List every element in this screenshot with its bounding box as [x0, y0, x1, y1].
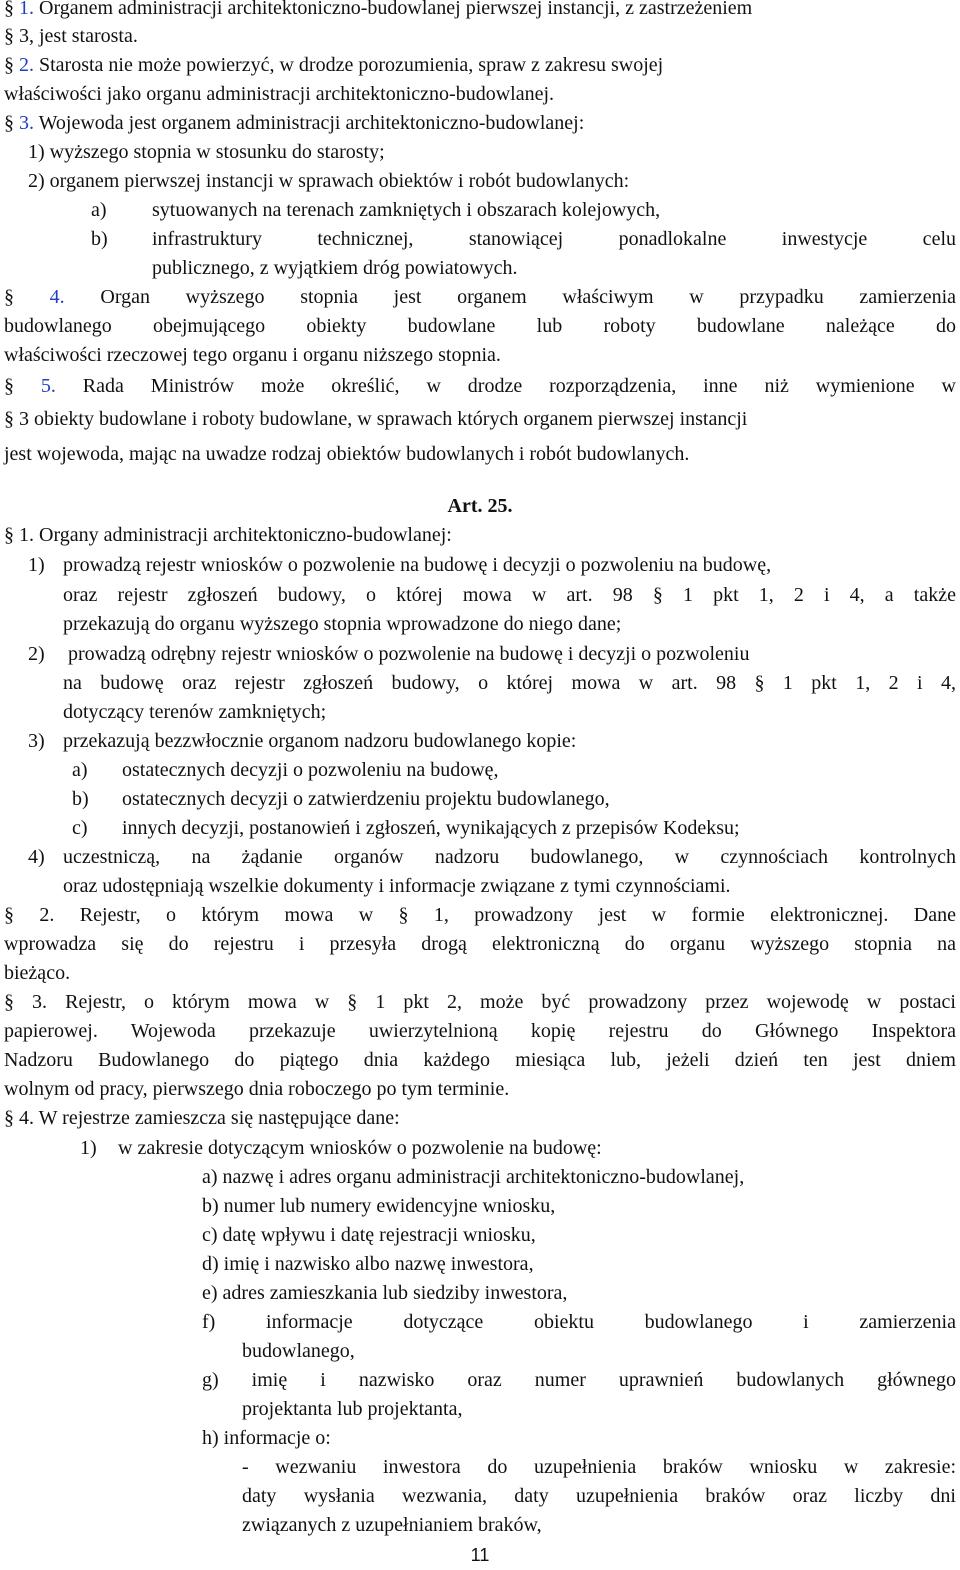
section-sign: § — [4, 904, 14, 926]
art25-item-4-line-2: oraz udostępniają wszelkie dokumenty i informacje związane z tymi czynnościami. — [63, 875, 731, 897]
paragraph-text: 2. Rejestr, o którym mowa w § 1, prowadzony jest w formie elektronicznej. Dane — [14, 904, 956, 926]
paragraph-5-line-3: jest wojewoda, mając na uwadze rodzaj obiektów budowlanych i robót budowlanych. — [4, 443, 690, 465]
art25-section-1 — [4, 521, 452, 550]
paragraph-3-item-b-line-1: infrastruktury technicznej, stanowiącej ponadlokalne inwestycje celu — [152, 228, 956, 250]
item-letter: b) — [91, 228, 108, 250]
list-item-b: b) numer lub numery ewidencyjne wniosku, — [202, 1195, 556, 1217]
list-item-e: e) adres zamieszkania lub siedziby inwestora, — [202, 1282, 568, 1304]
art25-section-4 — [4, 1104, 400, 1133]
list-item-f-line-2: budowlanego, — [242, 1340, 355, 1362]
art25-item-3-a: ostatecznych decyzji o pozwoleniu na budowę, — [122, 759, 499, 781]
art25-section-3-line-1 — [4, 988, 956, 1017]
paragraph-3-item-a: sytuowanych na terenach zamkniętych i obszarach kolejowych, — [152, 199, 661, 221]
paragraph-1-line-1 — [4, 0, 752, 23]
art25-section-2-line-2: wprowadza się do rejestru i przesyła drogą elektroniczną do organu wyższego stopnia na — [4, 933, 956, 955]
item-number: 3) — [28, 730, 45, 752]
item-letter: b) — [72, 788, 89, 810]
paragraph-4-line-2: budowlanego obejmującego obiekty budowlane lub roboty budowlane należące do — [4, 315, 956, 337]
list-item-a: a) nazwę i adres organu administracji architektoniczno-budowlanej, — [202, 1166, 745, 1188]
art25-item-1-line-3: przekazują do organu wyższego stopnia wprowadzone do niego dane; — [63, 613, 622, 635]
paragraph-number: 5. — [14, 375, 83, 397]
section-sign: § — [4, 375, 14, 397]
art25-item-3-b: ostatecznych decyzji o zatwierdzeniu projektu budowlanego, — [122, 788, 610, 810]
section-sign: § — [4, 408, 14, 430]
list-item-d: d) imię i nazwisko albo nazwę inwestora, — [202, 1253, 534, 1275]
art25-section-2-line-3: bieżąco. — [4, 962, 71, 984]
article-heading: Art. 25. — [447, 495, 513, 517]
section-sign: § — [4, 112, 14, 134]
section-sign: § — [4, 524, 14, 546]
paragraph-text: Rada Ministrów może określić, w drodze rozporządzenia, inne niż wymienione w — [82, 375, 956, 397]
list-item-c: c) datę wpływu i datę rejestracji wniosku, — [202, 1224, 536, 1246]
art25-item-3-c: innych decyzji, postanowień i zgłoszeń, wynikających z przepisów Kodeksu; — [122, 817, 740, 839]
dash-item-line-3: związanych z uzupełnianiem braków, — [242, 1514, 542, 1536]
dash-item-line-1: - wezwaniu inwestora do uzupełnienia braków wniosku w zakresie: — [242, 1456, 956, 1478]
list-item-g-line-2: projektanta lub projektanta, — [242, 1398, 463, 1420]
paragraph-4-line-3: właściwości rzeczowej tego organu i organu niższego stopnia. — [4, 344, 501, 366]
paragraph-number: 2. — [14, 54, 39, 76]
paragraph-text: 1. Organy administracji architektoniczno-budowlanej: — [14, 524, 452, 546]
paragraph-2-line-1 — [4, 51, 663, 80]
art25-item-1-line-2: oraz rejestr zgłoszeń budowy, o której mowa w art. 98 § 1 pkt 1, 2 i 4, a także — [63, 584, 956, 606]
section-sign: § — [4, 991, 14, 1013]
paragraph-3-item-1: 1) wyższego stopnia w stosunku do starosty; — [28, 141, 385, 163]
list-item-h: h) informacje o: — [202, 1427, 331, 1449]
paragraph-5-line-2 — [4, 405, 747, 434]
item-number: 1) — [80, 1137, 97, 1159]
item-number: 1) — [28, 554, 45, 576]
item-number: 2) — [28, 643, 45, 665]
art25-item-2-line-2: na budowę oraz rejestr zgłoszeń budowy, o której mowa w art. 98 § 1 pkt 1, 2 i 4, — [63, 672, 956, 694]
art25-section-3-line-2: papierowej. Wojewoda przekazuje uwierzytelnioną kopię rejestru do Głównego Inspektora — [4, 1020, 956, 1042]
art25-section-2-line-1 — [4, 901, 956, 930]
art25-item-2-line-3: dotyczący terenów zamkniętych; — [63, 701, 327, 723]
item-letter: a) — [91, 199, 107, 221]
item-number: 4) — [28, 846, 45, 868]
paragraph-5-line-1 — [4, 372, 956, 401]
art25-section-3-line-3: Nadzoru Budowlanego do piątego dnia każdego miesiąca lub, jeżeli dzień ten jest dniem — [4, 1049, 956, 1071]
paragraph-text: 4. W rejestrze zamieszcza się następujące dane: — [14, 1107, 400, 1129]
paragraph-4-line-1 — [4, 283, 956, 312]
paragraph-2-line-2: właściwości jako organu administracji architektoniczno-budowlanej. — [4, 83, 555, 105]
paragraph-3-item-2: 2) organem pierwszej instancji w sprawach obiektów i robót budowlanych: — [28, 170, 630, 192]
list-item-g-line-1: g) imię i nazwisko oraz numer uprawnień budowlanych głównego — [202, 1369, 956, 1391]
item-letter: a) — [72, 759, 88, 781]
paragraph-text: 3 obiekty budowlane i roboty budowlane, w sprawach których organem pierwszej instancji — [14, 408, 748, 430]
art25-item-3-line-1: przekazują bezzwłocznie organom nadzoru budowlanego kopie: — [63, 730, 577, 752]
section-sign: § — [4, 1107, 14, 1129]
paragraph-text: Organem administracji architektoniczno-budowlanej pierwszej instancji, z zastrzeżeniem — [39, 0, 753, 19]
paragraph-number: 3. — [14, 112, 39, 134]
page-number: 11 — [470, 1545, 490, 1565]
section-sign: § — [4, 286, 14, 308]
art25-item-1-line-1: prowadzą rejestr wniosków o pozwolenie na budowę i decyzji o pozwoleniu na budowę, — [63, 554, 772, 576]
section-sign: § — [4, 54, 14, 76]
art25-section-3-line-4: wolnym od pracy, pierwszego dnia roboczego po tym terminie. — [4, 1078, 510, 1100]
paragraph-text: Wojewoda jest organem administracji architektoniczno-budowlanej: — [38, 112, 585, 134]
paragraph-3-line-1 — [4, 109, 584, 138]
paragraph-3-item-b-line-2: publicznego, z wyjątkiem dróg powiatowych. — [152, 257, 518, 279]
art25-item-4-line-1: uczestniczą, na żądanie organów nadzoru budowlanego, w czynnościach kontrolnych — [63, 846, 956, 868]
dash-item-line-2: daty wysłania wezwania, daty uzupełnienia braków oraz liczby dni — [242, 1485, 956, 1507]
art25-item-2-line-1: prowadzą odrębny rejestr wniosków o pozwolenie na budowę i decyzji o pozwoleniu — [68, 643, 750, 665]
paragraph-text: 3. Rejestr, o którym mowa w § 1 pkt 2, może być prowadzony przez wojewodę w postaci — [14, 991, 956, 1013]
paragraph-number: 1. — [14, 0, 39, 19]
section-sign: § — [4, 0, 14, 19]
list-item-f-line-1: f) informacje dotyczące obiektu budowlanego i zamierzenia — [202, 1311, 956, 1333]
paragraph-text: Starosta nie może powierzyć, w drodze porozumienia, spraw z zakresu swojej — [39, 54, 664, 76]
paragraph-text: 3, jest starosta. — [14, 25, 138, 47]
art25-section-4-item-1: w zakresie dotyczącym wniosków o pozwolenie na budowę: — [118, 1137, 602, 1159]
paragraph-number: 4. — [14, 286, 101, 308]
paragraph-text: Organ wyższego stopnia jest organem właściwym w przypadku zamierzenia — [100, 286, 957, 308]
paragraph-1-line-2 — [4, 22, 138, 51]
section-sign: § — [4, 25, 14, 47]
item-letter: c) — [72, 817, 88, 839]
